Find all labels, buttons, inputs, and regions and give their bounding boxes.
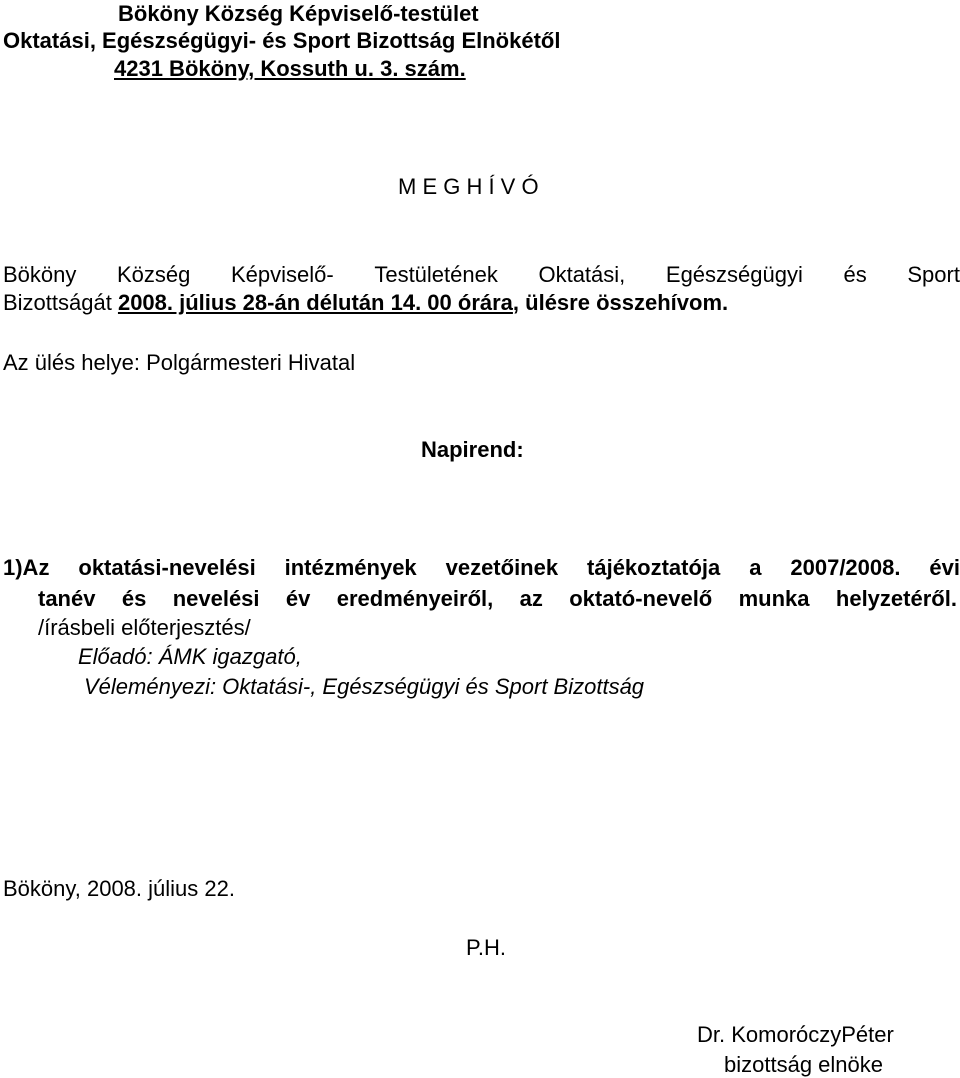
meeting-datetime: 2008. július 28-án délután 14. 00 órára [117,290,513,315]
agenda-word: oktató-nevelő [569,586,713,611]
agenda-word: év [285,586,311,611]
intro-word: Oktatási, [538,262,626,287]
agenda-word: 1)Az [3,555,50,580]
agenda-word: helyzetéről. [835,586,957,611]
agenda-heading: Napirend: [421,437,524,462]
agenda-word: a [749,555,762,580]
agenda-word: vezetőinek [445,555,559,580]
agenda-item-line1 [3,557,960,579]
sender-name: Bököny Község Képviselő-testület [118,1,479,26]
document-date: Bököny, 2008. július 22. [3,876,235,901]
signatory-name: Dr. KomoróczyPéter [697,1022,894,1047]
agenda-item-line2 [38,588,957,610]
intro-word: Sport [907,262,960,287]
sender-address: 4231 Bököny, Kossuth u. 3. szám. [114,56,466,81]
agenda-word: oktatási-nevelési [78,555,256,580]
invitation-text-line2 [3,292,728,314]
agenda-item-reviewer: Véleményezi: Oktatási-, Egészségügyi és Sport Bizottság [84,674,645,699]
agenda-word: munka [738,586,810,611]
intro-word: Testületének [374,262,498,287]
intro-word: Egészségügyi [665,262,803,287]
intro-word: Község [117,262,191,287]
agenda-word: és [121,586,147,611]
sender-committee: Oktatási, Egészségügyi- és Sport Bizottság Elnökétől [3,28,561,53]
signatory-role: bizottság elnöke [724,1052,883,1077]
meeting-place: Az ülés helye: Polgármesteri Hivatal [3,350,356,375]
document-title: M E G H Í V Ó [398,174,539,199]
intro-word: Képviselő- [231,262,334,287]
intro-convene: , ülésre összehívom. [512,290,729,315]
agenda-item-note: /írásbeli előterjesztés/ [38,615,251,640]
intro-committee: Bizottságát [3,290,118,315]
invitation-text-line1 [3,264,960,286]
agenda-word: az [519,586,543,611]
agenda-word: tájékoztatója [587,555,721,580]
agenda-word: eredményeiről, [336,586,494,611]
intro-word: és [843,262,867,287]
agenda-item-presenter: Előadó: ÁMK igazgató, [78,644,302,669]
intro-word: Bököny [3,262,77,287]
agenda-word: intézmények [284,555,417,580]
agenda-word: tanév [38,586,96,611]
agenda-word: nevelési [172,586,260,611]
agenda-word: 2007/2008. [790,555,901,580]
stamp-placeholder: P.H. [466,935,506,960]
agenda-word: évi [929,555,960,580]
